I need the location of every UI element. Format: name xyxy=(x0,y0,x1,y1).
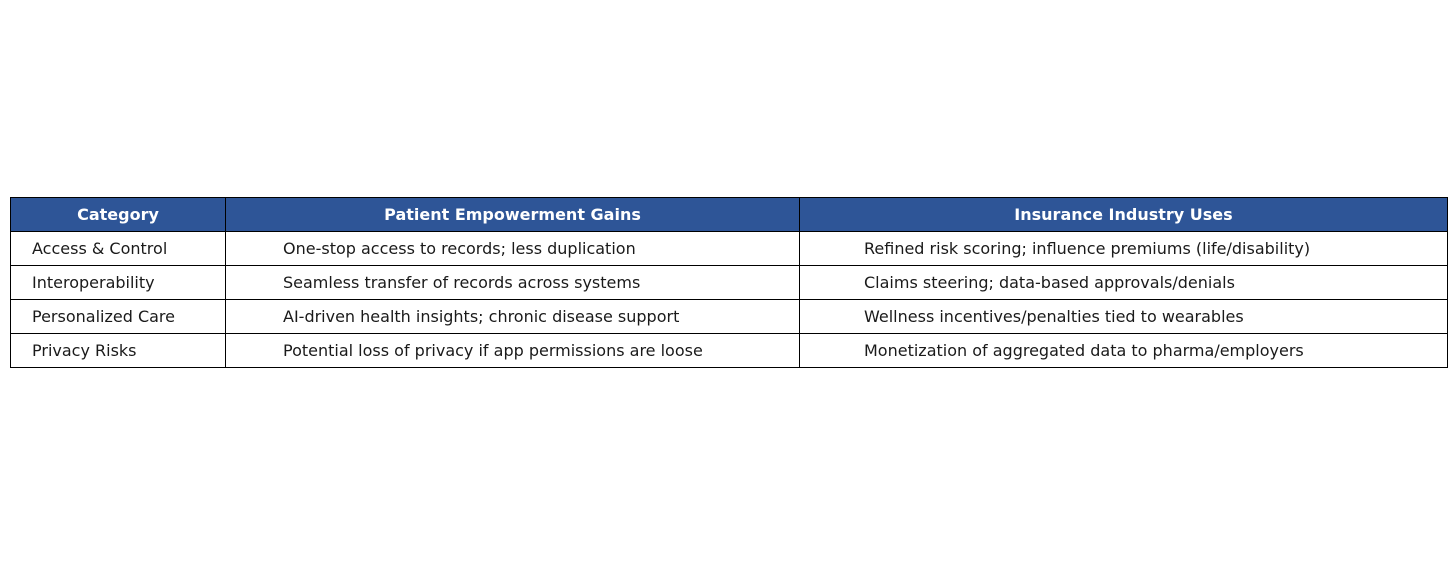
column-header-category: Category xyxy=(11,198,226,232)
table-cell-patient-gains: One-stop access to records; less duplication xyxy=(226,232,800,266)
table-row xyxy=(11,266,1448,300)
table-cell-category: Personalized Care xyxy=(11,300,226,334)
table-cell-patient-gains: Potential loss of privacy if app permissions are loose xyxy=(226,334,800,368)
table-cell-category: Privacy Risks xyxy=(11,334,226,368)
table-cell-category: Access & Control xyxy=(11,232,226,266)
table-row xyxy=(11,334,1448,368)
table-cell-insurance-uses: Refined risk scoring; influence premiums (life/disability) xyxy=(800,232,1448,266)
table-cell-patient-gains: Seamless transfer of records across systems xyxy=(226,266,800,300)
column-header-insurance-industry-uses: Insurance Industry Uses xyxy=(800,198,1448,232)
table-cell-category: Interoperability xyxy=(11,266,226,300)
header-row xyxy=(11,198,1448,232)
table-cell-insurance-uses: Monetization of aggregated data to pharma/employers xyxy=(800,334,1448,368)
table-cell-insurance-uses: Wellness incentives/penalties tied to wearables xyxy=(800,300,1448,334)
column-header-patient-empowerment-gains: Patient Empowerment Gains xyxy=(226,198,800,232)
comparison-table-container xyxy=(10,197,1447,368)
table-row xyxy=(11,232,1448,266)
table-cell-patient-gains: AI-driven health insights; chronic disease support xyxy=(226,300,800,334)
table-row xyxy=(11,300,1448,334)
table-cell-insurance-uses: Claims steering; data-based approvals/denials xyxy=(800,266,1448,300)
comparison-table xyxy=(10,197,1448,368)
